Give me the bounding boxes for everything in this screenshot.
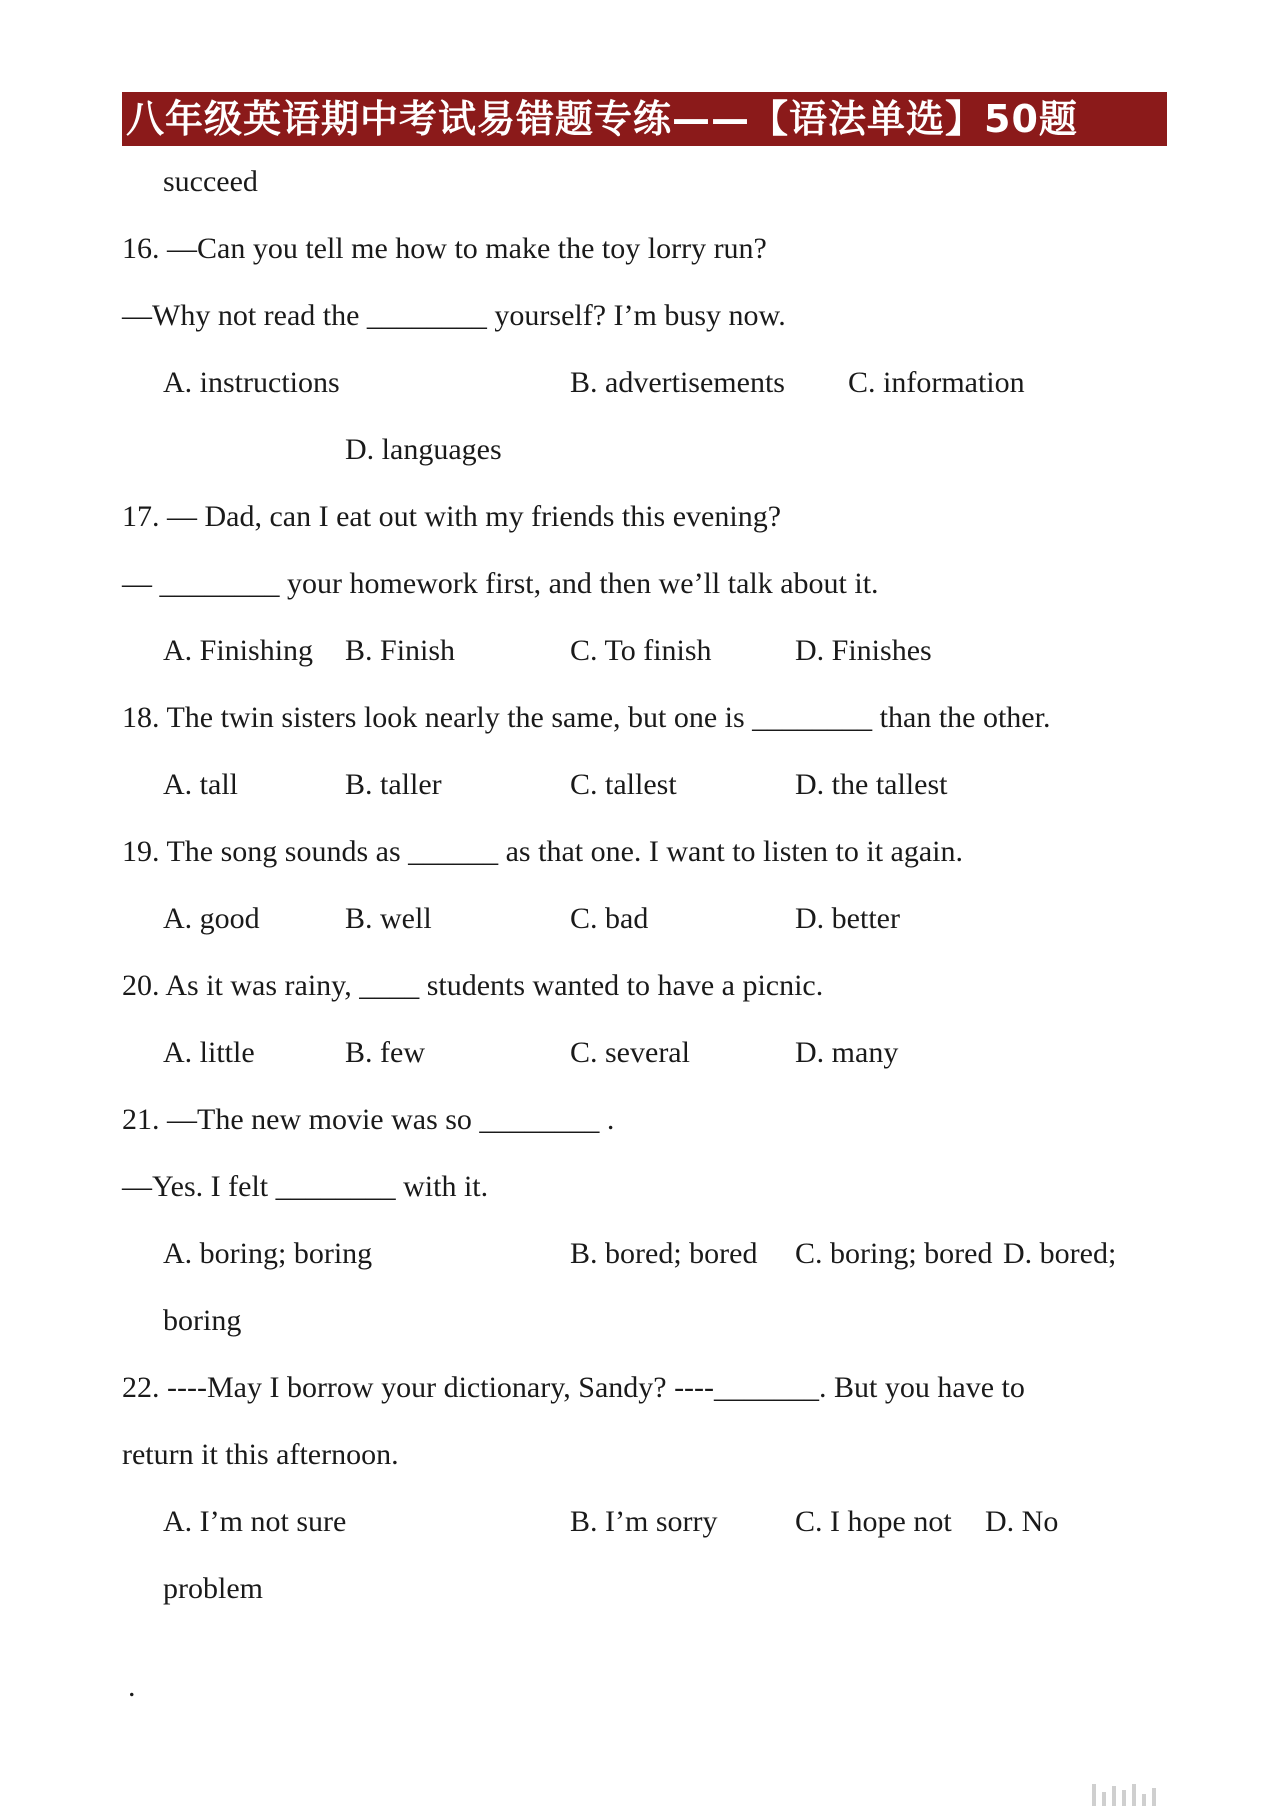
question-22-option-c: C. I hope not: [795, 1505, 952, 1538]
question-19-option-b: B. well: [345, 902, 432, 935]
question-18-option-c: C. tallest: [570, 768, 677, 801]
question-21-option-d: D. bored;: [1003, 1237, 1117, 1270]
question-17-option-a: A. Finishing: [163, 634, 314, 667]
question-19-option-d: D. better: [795, 902, 900, 935]
question-22-option-a: A. I’m not sure: [163, 1505, 347, 1538]
question-22-continued: return it this afternoon.: [122, 1438, 399, 1471]
question-22-option-d: D. No: [985, 1505, 1059, 1538]
question-16-option-a: A. instructions: [163, 366, 340, 399]
question-19-stem: 19. The song sounds as ______ as that one. I want to listen to it again.: [122, 835, 964, 868]
question-16-option-b: B. advertisements: [570, 366, 785, 399]
question-20-option-c: C. several: [570, 1036, 690, 1069]
trailing-dot: .: [128, 1670, 136, 1703]
question-20-option-b: B. few: [345, 1036, 425, 1069]
question-16-reply: —Why not read the ________ yourself? I’m busy now.: [122, 299, 786, 332]
question-21-reply: —Yes. I felt ________ with it.: [122, 1170, 489, 1203]
question-17-option-b: B. Finish: [345, 634, 456, 667]
question-21-option-a: A. boring; boring: [163, 1237, 373, 1270]
question-20-option-d: D. many: [795, 1036, 899, 1069]
question-16-option-c: C. information: [848, 366, 1025, 399]
question-21-option-b: B. bored; bored: [570, 1237, 758, 1270]
question-22-option-b: B. I’m sorry: [570, 1505, 718, 1538]
question-21-option-d-continued: boring: [163, 1304, 242, 1337]
question-17-stem: 17. — Dad, can I eat out with my friends this evening?: [122, 500, 782, 533]
question-19-option-a: A. good: [163, 902, 260, 935]
question-21-stem: 21. —The new movie was so ________ .: [122, 1103, 615, 1136]
page-title: 八年级英语期中考试易错题专练——【语法单选】50题: [126, 97, 1078, 141]
question-17-option-d: D. Finishes: [795, 634, 932, 667]
question-21-option-c: C. boring; bored: [795, 1237, 993, 1270]
question-17-reply: — ________ your homework first, and then we’ll talk about it.: [122, 567, 879, 600]
question-18-option-b: B. taller: [345, 768, 442, 801]
question-18-option-d: D. the tallest: [795, 768, 948, 801]
page-title-banner: [122, 92, 1167, 146]
question-16-stem: 16. —Can you tell me how to make the toy lorry run?: [122, 232, 767, 265]
continued-word: succeed: [163, 165, 258, 198]
question-19-option-c: C. bad: [570, 902, 649, 935]
question-20-stem: 20. As it was rainy, ____ students wanted to have a picnic.: [122, 969, 824, 1002]
question-22-stem: 22. ----May I borrow your dictionary, Sandy? ----_______. But you have to: [122, 1371, 1025, 1404]
question-16-option-d: D. languages: [345, 433, 502, 466]
page-footer-mark-icon: [1092, 1780, 1262, 1806]
question-18-stem: 18. The twin sisters look nearly the same, but one is ________ than the other.: [122, 701, 1051, 734]
question-22-option-d-continued: problem: [163, 1572, 263, 1605]
question-17-option-c: C. To finish: [570, 634, 712, 667]
question-18-option-a: A. tall: [163, 768, 238, 801]
question-20-option-a: A. little: [163, 1036, 255, 1069]
